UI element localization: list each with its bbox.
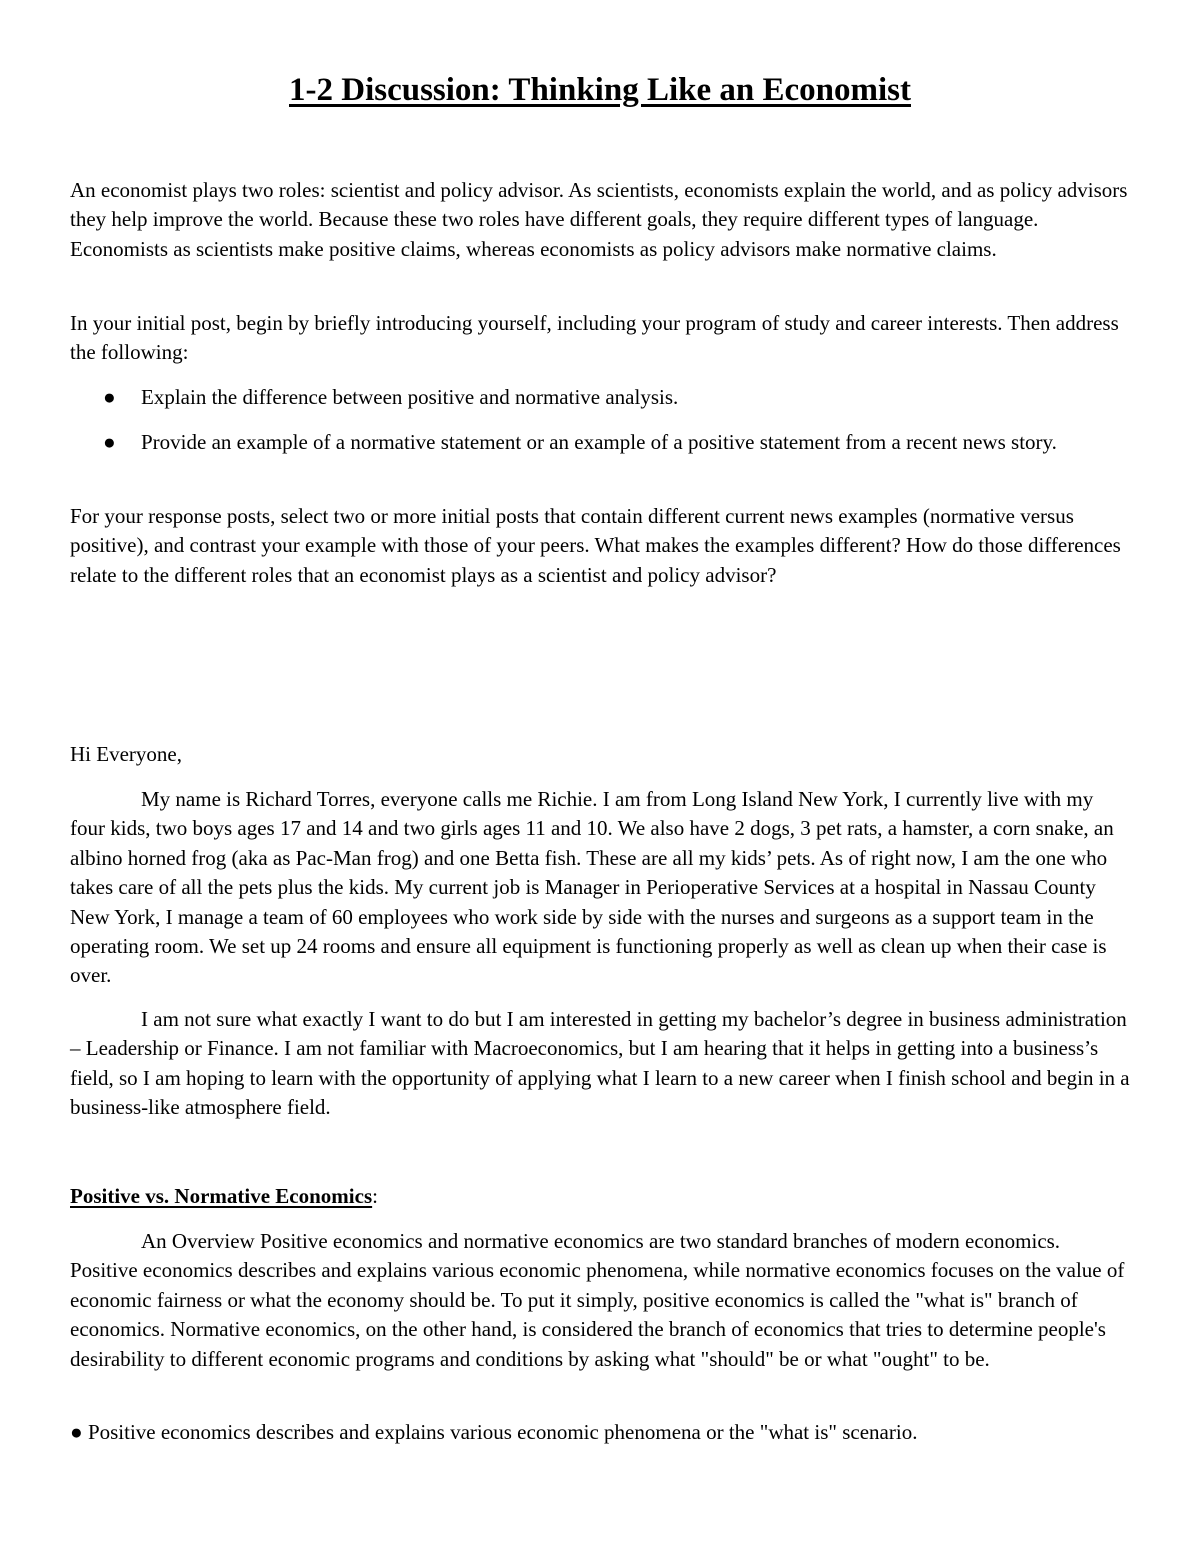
section-heading-text: Positive vs. Normative Economics <box>70 1184 373 1208</box>
greeting: Hi Everyone, <box>70 742 182 766</box>
bullet-item <box>103 383 1131 412</box>
final-bullet <box>70 1418 1132 1447</box>
document-title: 1-2 Discussion: Thinking Like an Economist <box>289 72 911 108</box>
intro-post-paragraph-1: My name is Richard Torres, everyone calls me Richie. I am from Long Island New York, I currently live with my four kids, two boys ages 17 and 14 and two girls ages 11 and 10. We also have 2 dogs, 3 pet rats, a hamster, a corn snake, an albino horned frog (aka as Pac-Man frog) and one Betta fish. These are all my kids’ pets. As of right now, I am the one who takes care of all the pets plus the kids. My current job is Manager in Perioperative Services at a hospital in Nassau County New York, I manage a team of 60 employees who work side by side with the nurses and surgeons as a support team in the operating room. We set up 24 rooms and ensure all equipment is functioning properly as well as clean up when their case is over. <box>70 787 1114 988</box>
section-heading-colon: : <box>372 1184 378 1208</box>
instructions-paragraph: In your initial post, begin by briefly introducing yourself, including your program of study and career interests. Then address the following: <box>70 311 1119 365</box>
overview-paragraph: An Overview Positive economics and normative economics are two standard branches of modern economics. Positive economics describes and explains various economic phenomena, while normative economics focuses on the value of economic fairness or what the economy should be. To put it simply, positive economics is called the "what is" branch of economics. Normative economics, on the other hand, is considered the branch of economics that tries to determine people's desirability to different economic programs and conditions by asking what "should" be or what "ought" to be. <box>70 1229 1125 1371</box>
bullet-icon: ● <box>70 1420 83 1444</box>
final-bullet-text: Positive economics describes and explains various economic phenomena or the "what is" scenario. <box>87 1420 918 1444</box>
bullet-icon: ● <box>103 385 116 409</box>
section-heading <box>70 1182 378 1211</box>
intro-paragraph: An economist plays two roles: scientist and policy advisor. As scientists, economists explain the world, and as policy advisors they help improve the world. Because these two roles have different goals, they require different types of language. Economists as scientists make positive claims, whereas economists as policy advisors make normative claims. <box>70 178 1128 261</box>
bullet-text: Explain the difference between positive and normative analysis. <box>141 385 679 409</box>
intro-post-paragraph-2: I am not sure what exactly I want to do but I am interested in getting my bachelor’s degree in business administration – Leadership or Finance. I am not familiar with Macroeconomics, but I am hearing that it helps in getting into a business’s field, so I am hoping to learn with the opportunity of applying what I learn to a new career when I finish school and begin in a business-like atmosphere field. <box>70 1007 1130 1120</box>
response-paragraph: For your response posts, select two or more initial posts that contain different current news examples (normative versus positive), and contrast your example with those of your peers. What makes the examples different? How do those differences relate to the different roles that an economist plays as a scientist and policy advisor? <box>70 504 1121 587</box>
bullet-icon: ● <box>103 430 116 454</box>
bullet-item <box>103 428 1131 457</box>
bullet-text: Provide an example of a normative statement or an example of a positive statement from a recent news story. <box>141 430 1057 454</box>
